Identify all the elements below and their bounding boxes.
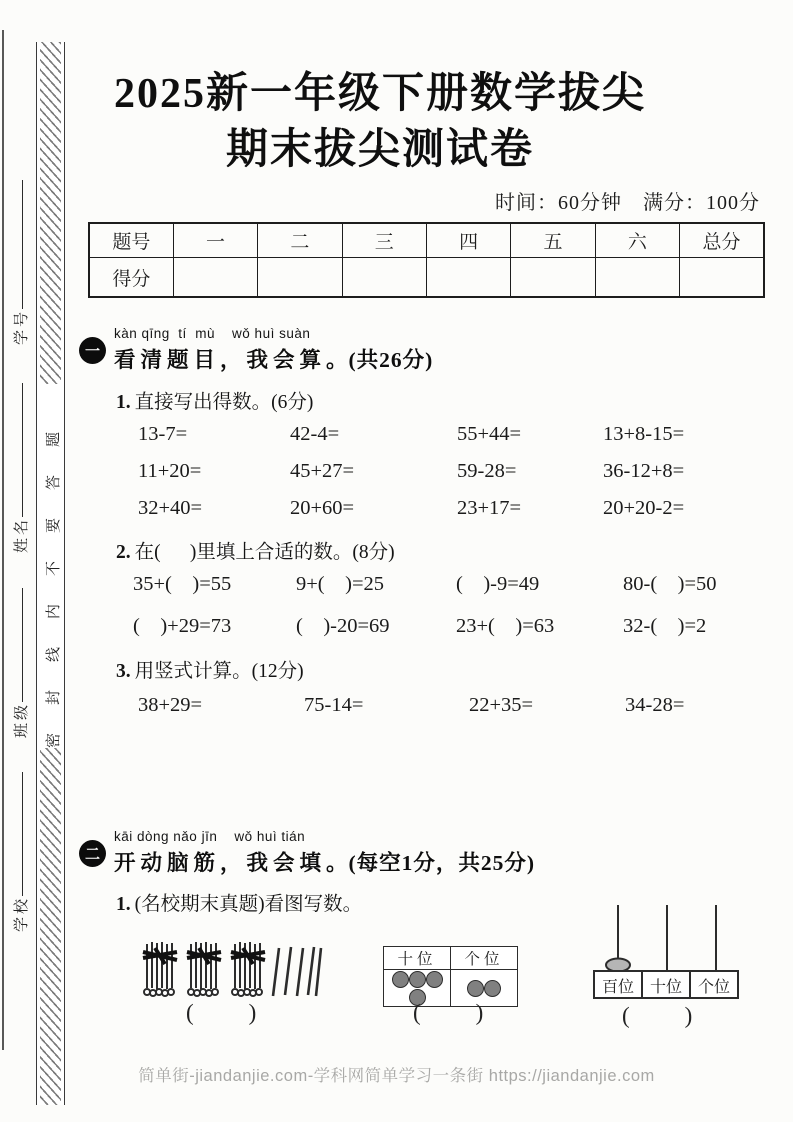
equation: 13-7= (138, 423, 188, 445)
equation: 55+44= (457, 423, 522, 445)
score-empty-cell (342, 258, 426, 298)
s1-q3-text: 用竖式计算。(12分) (134, 661, 304, 682)
equation: ( )+29=73 (133, 615, 232, 637)
equation: 42-4= (290, 423, 340, 445)
margin-field-student-id (10, 180, 31, 345)
equation: ( )-9=49 (456, 573, 540, 595)
s1-q2-number: 2. (116, 542, 131, 563)
s2-q1-number: 1. (116, 894, 131, 915)
s2-q1-text: (名校期末真题)看图写数。 (134, 894, 363, 915)
score-row-label: 得分 (89, 258, 173, 298)
school-blank-line (22, 772, 23, 896)
seal-line-text: 密封线内不要答题 (46, 403, 62, 748)
section2-number-badge: 二 (79, 840, 106, 867)
section1-title (114, 343, 433, 374)
tens-header: 十位 (384, 947, 451, 970)
single-sticks (273, 947, 321, 996)
place-value-header-row (384, 947, 518, 970)
equation: 75-14= (304, 694, 364, 716)
sticks-figure (133, 936, 323, 1008)
site-watermark: 简单街-jiandanjie.com-学科网简单学习一条街 https://jiandanjie.com (138, 1067, 655, 1085)
score-table-header-row (89, 223, 764, 258)
score-header-cell: 三 (342, 223, 426, 258)
counter-dot (392, 971, 409, 988)
section1-pinyin: kàn qīng tí mù wǒ huì suàn (114, 326, 311, 341)
s1-q2-head (116, 536, 395, 564)
page-edge-line (2, 30, 4, 1050)
score-empty-cell (680, 258, 764, 298)
class-blank-line (22, 588, 23, 702)
equation: 20+20-2= (603, 497, 685, 519)
score-header-cell: 题号 (89, 223, 173, 258)
counter-dot (409, 971, 426, 988)
exam-meta: 时间：60分钟 满分：100分 (495, 192, 760, 214)
seal-hatch-top (40, 42, 61, 384)
equation: 45+27= (290, 460, 355, 482)
s1-q3-equations (138, 694, 775, 717)
score-empty-cell (427, 258, 511, 298)
score-header-cell: 五 (511, 223, 595, 258)
section1-points: 。(共26分) (326, 348, 434, 372)
tens-label: 十位 (649, 979, 683, 996)
equation: 22+35= (469, 694, 534, 716)
equation: 23+( )=63 (456, 615, 555, 637)
place-value-table (383, 946, 518, 1007)
stick-bundle (187, 942, 221, 996)
name-blank-line (22, 383, 23, 517)
section1-number-badge: 一 (79, 337, 106, 364)
equation: 38+29= (138, 694, 203, 716)
score-empty-cell (258, 258, 342, 298)
score-empty-cell (595, 258, 679, 298)
s2-q1-head (116, 888, 362, 916)
equation: 59-28= (457, 460, 517, 482)
equation: ( )-20=69 (296, 615, 390, 637)
counter-dot (467, 980, 484, 997)
margin-field-school (10, 772, 31, 932)
section2-pinyin: kāi dòng nǎo jīn wǒ huì tián (114, 829, 306, 844)
score-header-cell: 二 (258, 223, 342, 258)
equation: 36-12+8= (603, 460, 685, 482)
student-id-label: 学号 (14, 308, 30, 345)
s1-q3-number: 3. (116, 661, 131, 682)
s1-q2-text: 在( )里填上合适的数。(8分) (134, 542, 395, 563)
equation: 80-( )=50 (623, 573, 717, 595)
s1-q1-head (116, 386, 313, 414)
counter-dot (484, 980, 501, 997)
class-label: 班级 (14, 701, 30, 738)
paper-title-line1: 2025新一年级下册数学拔尖 (113, 71, 646, 117)
abacus-bead (606, 959, 630, 972)
section2-points: 。(每空1分，共25分) (326, 851, 536, 875)
equation: 9+( )=25 (296, 573, 385, 595)
school-label: 学校 (14, 895, 30, 932)
section2-title (114, 846, 535, 877)
abacus-answer-blank: ( ) (622, 1003, 694, 1028)
s1-q1-number: 1. (116, 392, 131, 413)
equation: 35+( )=55 (133, 573, 232, 595)
equation: 13+8-15= (603, 423, 685, 445)
score-header-cell: 一 (173, 223, 257, 258)
hundreds-label: 百位 (601, 979, 635, 996)
paper-title-line2: 期末拔尖测试卷 (225, 127, 534, 173)
equation: 20+60= (290, 497, 355, 519)
equation: 32+40= (138, 497, 203, 519)
seal-hatch-bottom (40, 748, 61, 1105)
s1-q1-text: 直接写出得数。(6分) (134, 392, 314, 413)
ones-label: 个位 (697, 979, 731, 996)
margin-field-class (10, 588, 31, 738)
place-value-answer-blank: ( ) (413, 1000, 485, 1025)
stick-bundle (231, 942, 265, 996)
equation: 11+20= (138, 460, 202, 482)
name-label: 姓名 (14, 516, 30, 553)
counter-dot (426, 971, 443, 988)
margin-field-name (10, 383, 31, 553)
s1-q1-equations (138, 423, 763, 520)
score-header-cell: 六 (595, 223, 679, 258)
section2-title-text: 开动脑筋，我会填 (114, 851, 327, 875)
equation: 23+17= (457, 497, 522, 519)
score-empty-cell (511, 258, 595, 298)
section1-title-text: 看清题目，我会算 (114, 348, 327, 372)
equation: 32-( )=2 (623, 615, 707, 637)
score-table-score-row (89, 258, 764, 298)
score-header-cell: 四 (427, 223, 511, 258)
score-table (88, 222, 765, 298)
sticks-answer-blank: ( ) (186, 1000, 258, 1025)
score-empty-cell (173, 258, 257, 298)
student-id-blank-line (22, 180, 23, 309)
ones-header: 个位 (451, 947, 518, 970)
equation: 34-28= (625, 694, 685, 716)
s1-q2-equations (133, 572, 763, 638)
stick-bundle (143, 942, 177, 996)
abacus-figure (592, 903, 744, 1001)
score-header-cell: 总分 (680, 223, 764, 258)
s1-q3-head (116, 655, 304, 683)
